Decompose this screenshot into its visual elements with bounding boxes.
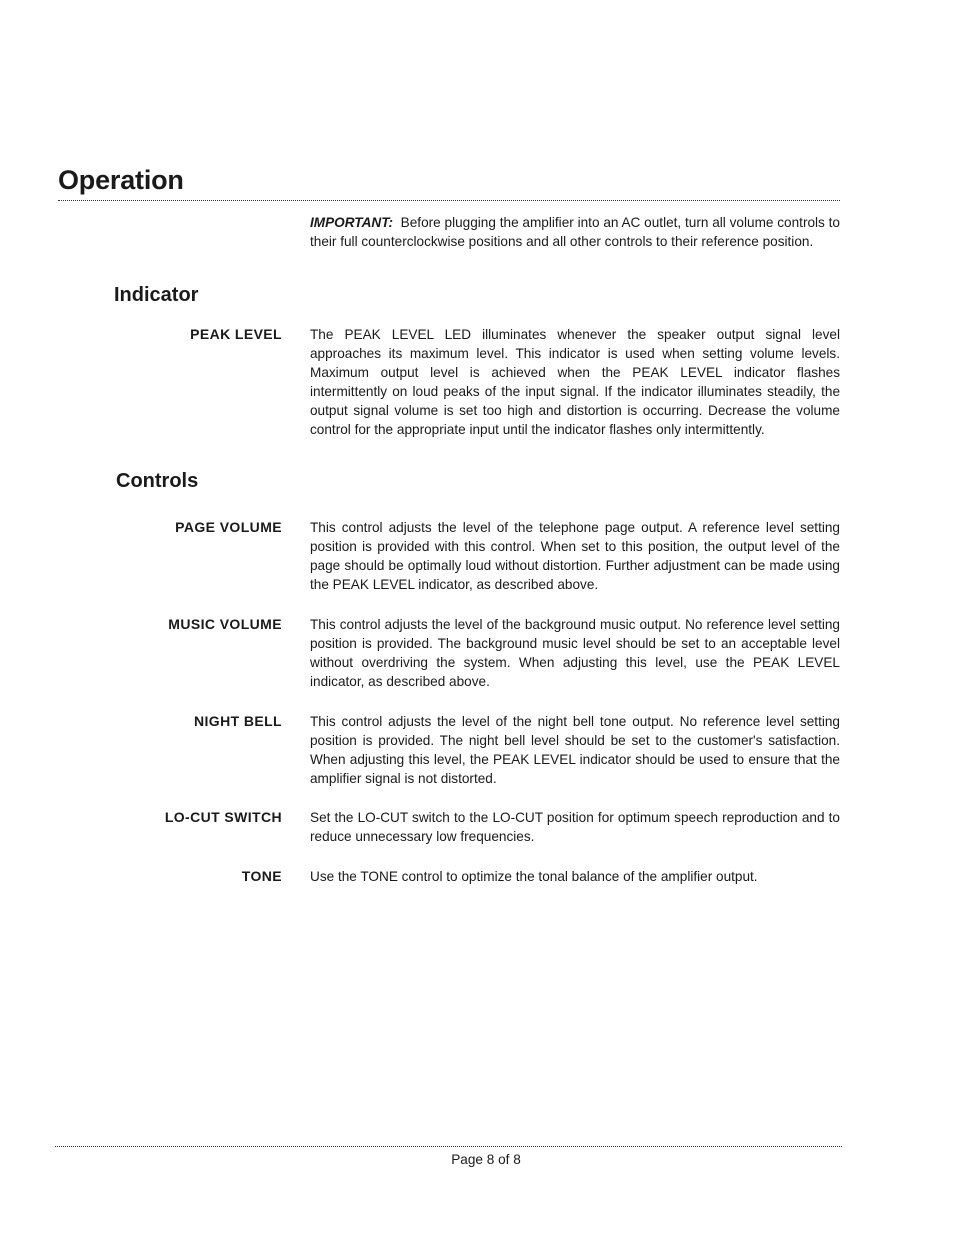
item-label-music-volume: MUSIC VOLUME: [168, 616, 282, 632]
item-text-tone: Use the TONE control to optimize the tonal balance of the amplifier output.: [310, 869, 758, 884]
item-text-music-volume: This control adjusts the level of the background music output. No reference level setting position is provided. The background music level should be set to an acceptable level without overdriving the system. When adjusting this level, use the PEAK LEVEL indicator, as described above.: [310, 617, 840, 689]
item-label-page-volume: PAGE VOLUME: [175, 519, 282, 535]
title-divider: [58, 200, 840, 201]
page-title: Operation: [58, 165, 184, 195]
important-label: IMPORTANT:: [310, 215, 394, 230]
item-label-tone: TONE: [241, 868, 282, 884]
item-label-peak-level: PEAK LEVEL: [190, 326, 282, 342]
item-text-lo-cut-switch: Set the LO-CUT switch to the LO-CUT position for optimum speech reproduction and to reduce unnecessary low frequencies.: [310, 810, 840, 844]
page-number: Page 8 of 8: [451, 1152, 521, 1167]
important-text: Before plugging the amplifier into an AC outlet, turn all volume controls to their full counterclockwise positions and all other controls to their reference position.: [310, 215, 840, 249]
section-heading-controls: Controls: [116, 470, 199, 492]
item-text-night-bell: This control adjusts the level of the night bell tone output. No reference level setting position is provided. The night bell level should be set to the customer's satisfaction. When adjusting this level, the PEAK LEVEL indicator should be used to ensure that the amplifier signal is not distorted.: [310, 714, 840, 786]
section-heading-indicator: Indicator: [114, 284, 199, 306]
item-label-night-bell: NIGHT BELL: [194, 713, 282, 729]
footer-divider: [55, 1146, 842, 1147]
item-label-lo-cut-switch: LO-CUT SWITCH: [164, 809, 282, 825]
item-text-page-volume: This control adjusts the level of the telephone page output. A reference level setting position is provided with this control. When set to this position, the output level of the page should be optimally loud without distortion. Further adjustment can be made using the PEAK LEVEL indicator, as described above.: [310, 520, 840, 592]
important-note: [310, 213, 840, 251]
item-text-peak-level: The PEAK LEVEL LED illuminates whenever the speaker output signal level approaches its maximum level. This indicator is used when setting volume levels. Maximum output level is achieved when the PEAK LEVEL indicator flashes intermittently on loud peaks of the input signal. If the indicator illuminates steadily, the output signal volume is set too high and distortion is occurring. Decrease the volume control for the appropriate input until the indicator flashes only intermittently.: [310, 327, 840, 437]
